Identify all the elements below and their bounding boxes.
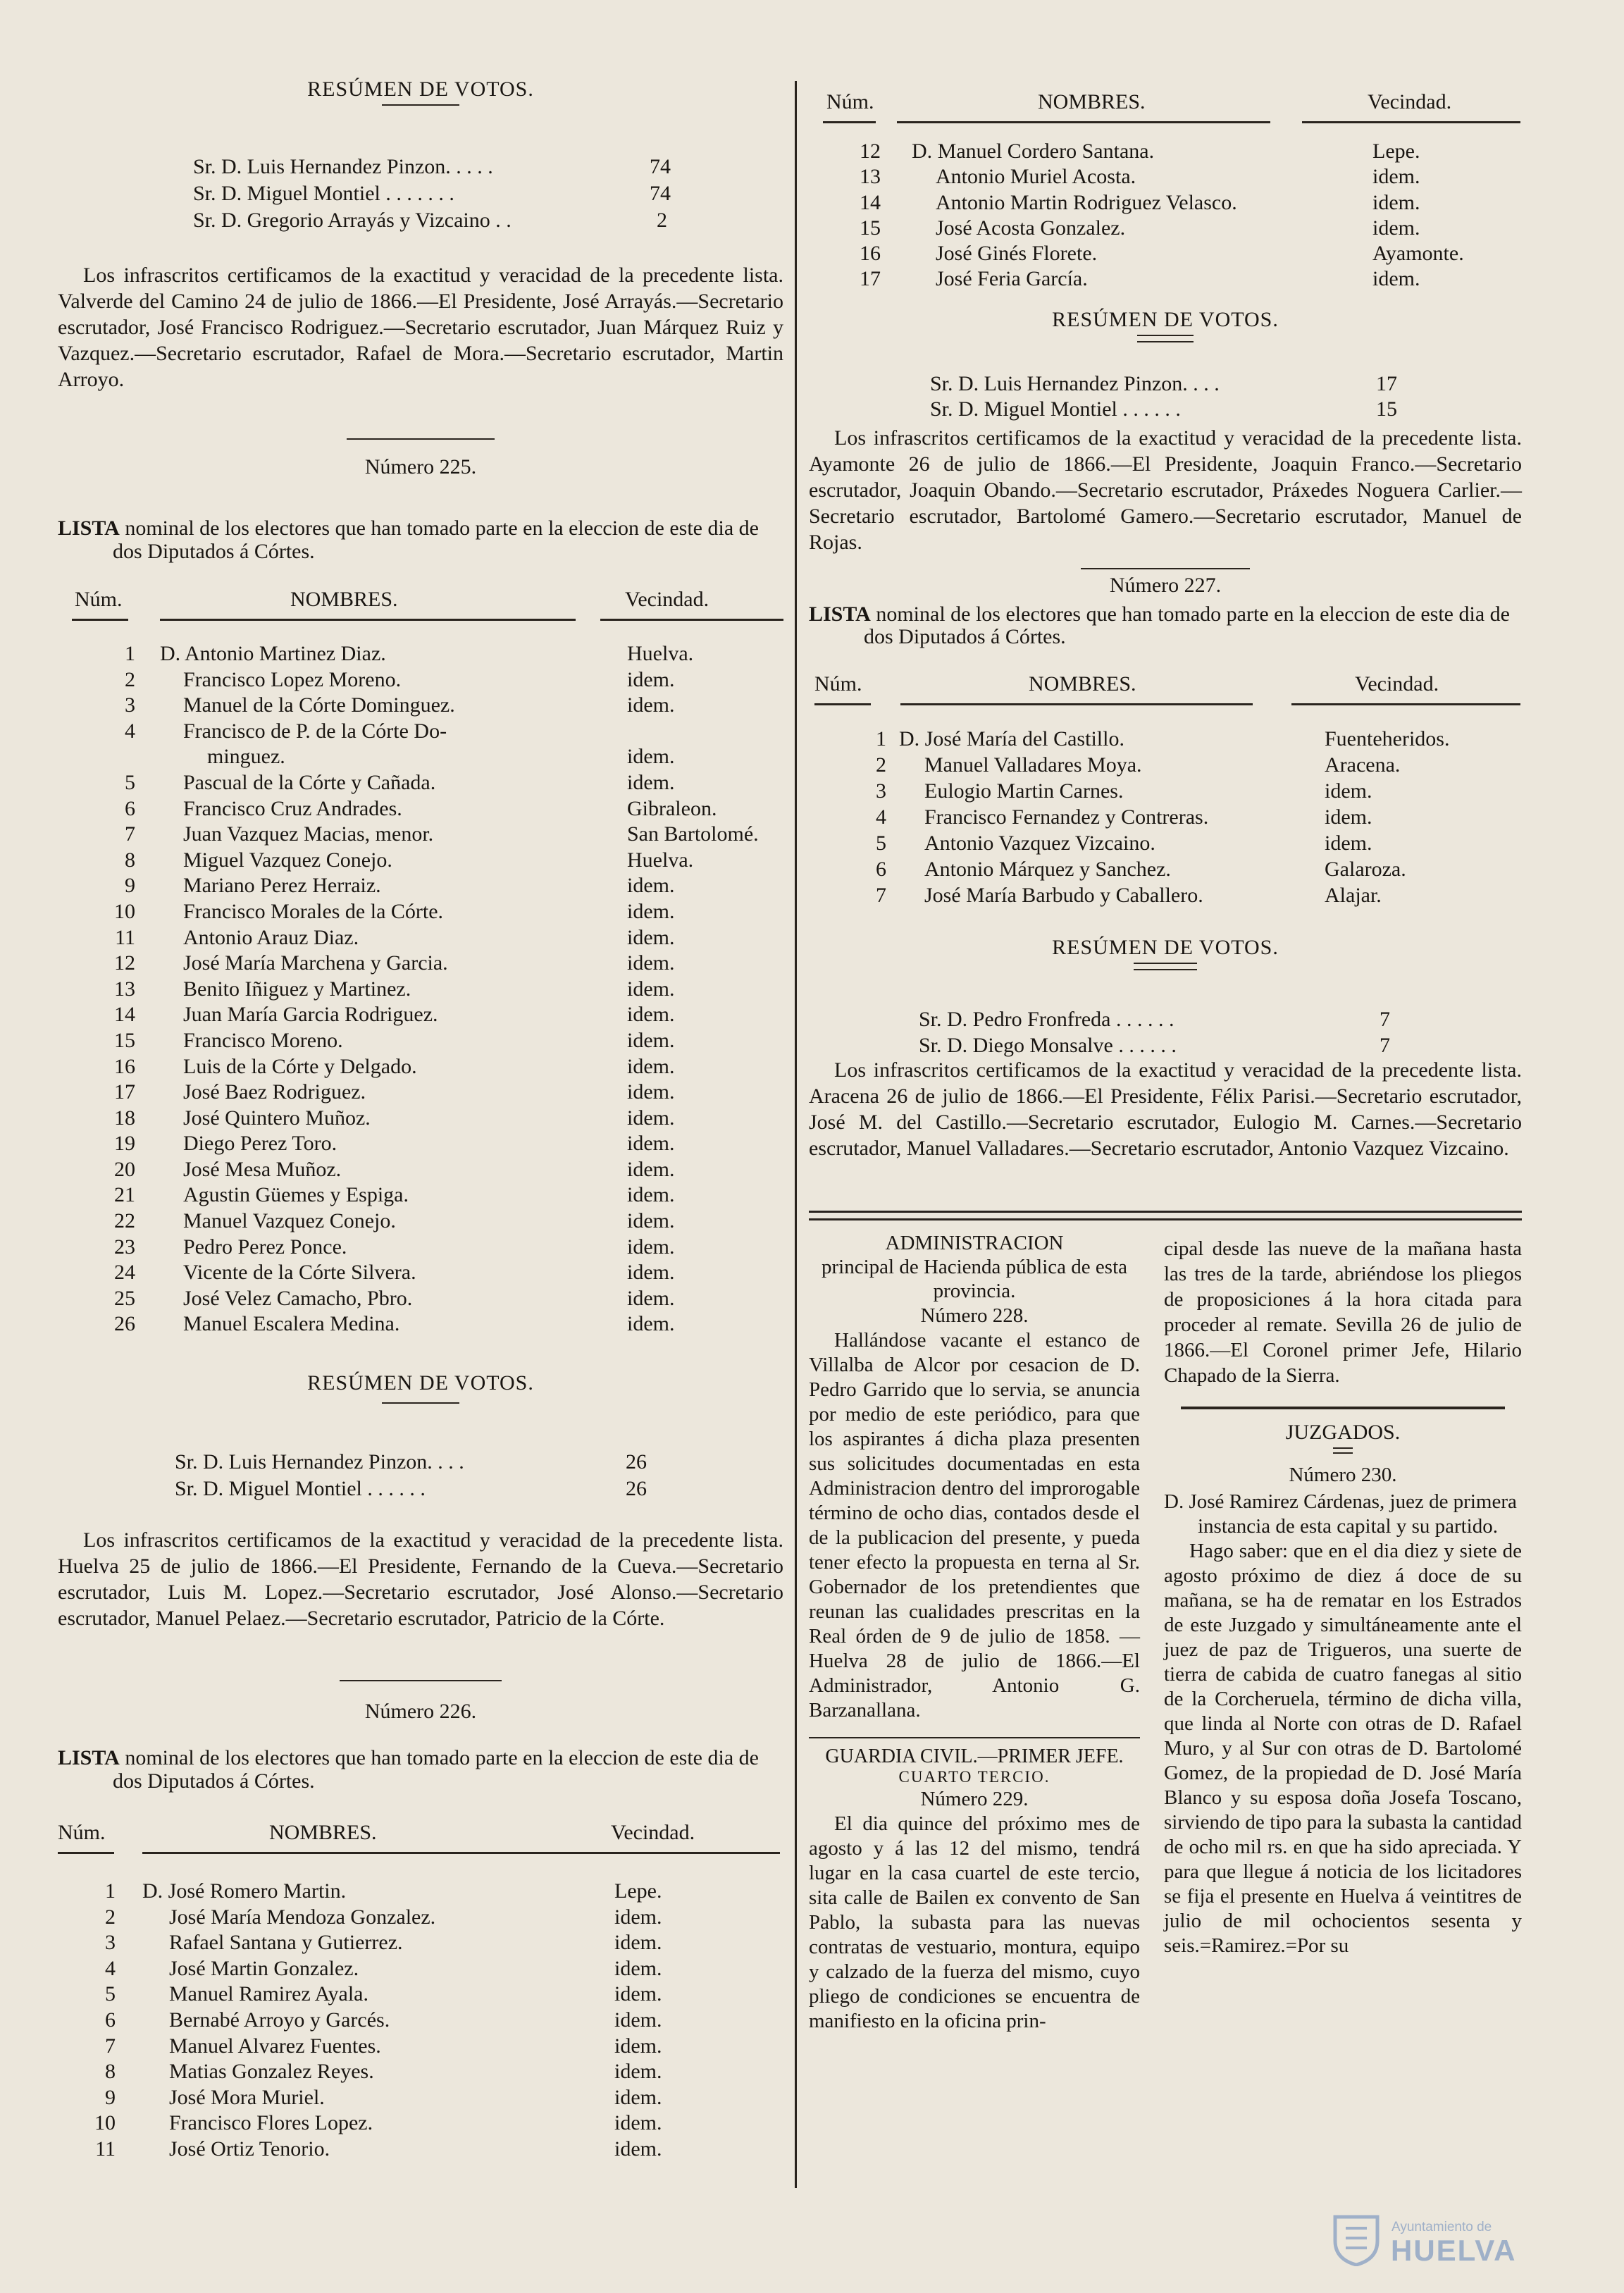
vecindad: idem. <box>627 693 675 717</box>
table-row <box>58 1982 783 2008</box>
certification-a: Los infrascritos certificamos de la exactitud y veracidad de la precedente lista. Valverde del Camino 24 de julio de 1866.—El Presidente, José Arrayás.—Secretario escrutador, José Francisco Rodriguez.—Secretario escrutador, Juan Márquez Ruiz y Vazquez.—Secretario escrutador, Rafael de Mora.—Secretario escrutador, Martin Arroyo. <box>58 264 783 391</box>
table-225 <box>58 641 783 1337</box>
row-number: 10 <box>114 899 135 923</box>
elector-name: Benito Iñiguez y Martinez. <box>183 977 411 1001</box>
elector-name: Manuel de la Córte Dominguez. <box>183 693 455 717</box>
elector-name: Manuel Escalera Medina. <box>183 1312 400 1336</box>
elector-name: Francisco Flores Lopez. <box>169 2111 373 2135</box>
elector-name: Manuel Alvarez Fuentes. <box>169 2034 381 2058</box>
row-number: 16 <box>860 242 881 266</box>
row-number: 14 <box>860 190 881 214</box>
row-number: 3 <box>105 1931 116 1955</box>
table-row <box>58 1311 783 1337</box>
vecindad: idem. <box>1372 216 1420 240</box>
row-number: 1 <box>876 727 886 750</box>
vecindad: Galaroza. <box>1325 858 1406 881</box>
entry-226-heading: Número 226. <box>58 1677 783 1724</box>
table-227 <box>809 726 1522 908</box>
votes-list-b <box>58 1449 783 1502</box>
vecindad: idem. <box>1325 805 1372 829</box>
elector-name: D. Antonio Martinez Diaz. <box>160 642 386 665</box>
table-row <box>809 139 1522 164</box>
elector-name: D. José María del Castillo. <box>899 727 1124 750</box>
votes-list-a <box>58 154 783 234</box>
table-row <box>809 882 1522 908</box>
row-number: 7 <box>125 822 135 846</box>
row-number: 15 <box>114 1028 135 1052</box>
row-number: 8 <box>125 848 135 872</box>
entry-227-heading: Número 227. <box>809 565 1522 598</box>
vecindad: idem. <box>614 2111 662 2135</box>
row-number: 1 <box>105 1879 116 1903</box>
row-number: 9 <box>105 2085 116 2109</box>
vecindad: idem. <box>627 1312 675 1336</box>
table-row <box>58 873 783 899</box>
elector-name: Francisco Moreno. <box>183 1028 343 1052</box>
vecindad: idem. <box>614 1931 662 1955</box>
votes-list-d <box>809 1006 1522 1058</box>
row-number: 6 <box>125 796 135 820</box>
entry-225-heading: Número 225. <box>58 435 783 479</box>
vecindad: idem. <box>627 1003 675 1027</box>
elector-name: José Martin Gonzalez. <box>169 1956 359 1980</box>
elector-name: José María Barbudo y Caballero. <box>924 884 1203 907</box>
elector-name: José Baez Rodriguez. <box>183 1080 366 1104</box>
row-number: 25 <box>114 1286 135 1310</box>
elector-name: Antonio Muriel Acosta. <box>936 165 1136 189</box>
row-number: 24 <box>114 1261 135 1285</box>
row-number: 13 <box>114 977 135 1001</box>
table-row <box>809 190 1522 216</box>
vote-line: Sr. D. Miguel Montiel . . . . . . 26 <box>175 1477 647 1500</box>
table-row <box>58 1286 783 1312</box>
table-row <box>58 1002 783 1028</box>
vecindad: San Bartolomé. <box>627 822 759 846</box>
table-row <box>58 822 783 848</box>
table-row <box>58 796 783 822</box>
row-number: 2 <box>105 1905 116 1929</box>
row-number: 17 <box>860 267 881 291</box>
vecindad: idem. <box>1325 832 1372 855</box>
vecindad: idem. <box>627 1054 675 1078</box>
elector-name: Francisco Lopez Moreno. <box>183 667 402 691</box>
vote-line: Sr. D. Luis Hernandez Pinzon. . . . . 74 <box>193 155 671 178</box>
elector-name: Manuel Ramirez Ayala. <box>169 1982 368 2006</box>
vecindad: idem. <box>614 1982 662 2006</box>
resumen-heading-b: RESÚMEN DE VOTOS. <box>58 1371 783 1404</box>
table-row <box>809 266 1522 292</box>
table-row <box>58 1131 783 1157</box>
vote-line: Sr. D. Gregorio Arrayás y Vizcaino . . 2 <box>193 209 667 232</box>
table-row <box>58 1028 783 1054</box>
table-row <box>58 951 783 977</box>
table-row <box>58 641 783 667</box>
elector-name: José Quintero Muñoz. <box>183 1106 371 1130</box>
elector-name: D. José Romero Martin. <box>142 1879 347 1903</box>
row-number: 2 <box>876 753 886 777</box>
table-row <box>809 752 1522 778</box>
vecindad: idem. <box>627 667 675 691</box>
elector-name: Eulogio Martin Carnes. <box>924 779 1124 803</box>
vecindad: idem. <box>627 770 675 794</box>
row-number: 20 <box>114 1157 135 1181</box>
row-number: 4 <box>105 1956 116 1980</box>
table-header-227: Núm. NOMBRES. Vecindad. <box>809 667 1522 707</box>
table-row <box>58 744 783 770</box>
row-number: 12 <box>114 951 135 975</box>
row-number: 16 <box>114 1054 135 1078</box>
elector-name: Agustin Güemes y Espiga. <box>183 1183 409 1207</box>
vecindad: Lepe. <box>614 1879 662 1903</box>
table-row <box>58 2008 783 2034</box>
table-row <box>58 1182 783 1209</box>
elector-name: Juan María Garcia Rodriguez. <box>183 1003 438 1027</box>
elector-name: Manuel Vazquez Conejo. <box>183 1209 396 1233</box>
vecindad: idem. <box>627 1183 675 1207</box>
vecindad: idem. <box>627 1261 675 1285</box>
table-row <box>58 2110 783 2137</box>
table-row <box>58 2137 783 2163</box>
vecindad: idem. <box>627 951 675 975</box>
row-number: 5 <box>125 770 135 794</box>
table-row <box>58 925 783 951</box>
vecindad: idem. <box>614 2085 662 2109</box>
elector-name: José María Marchena y Garcia. <box>183 951 448 975</box>
votes-list-c <box>809 371 1522 422</box>
elector-name: Mariano Perez Herraiz. <box>183 874 381 898</box>
vecindad: idem. <box>614 2008 662 2032</box>
elector-name: Antonio Arauz Diaz. <box>183 925 359 949</box>
vote-line: Sr. D. Miguel Montiel . . . . . . 15 <box>930 397 1397 421</box>
vecindad: idem. <box>627 1157 675 1181</box>
elector-name: minguez. <box>207 745 285 769</box>
table-row <box>58 693 783 719</box>
row-number: 14 <box>114 1003 135 1027</box>
table-row <box>58 1930 783 1956</box>
vecindad: idem. <box>614 2137 662 2161</box>
row-number: 13 <box>860 165 881 189</box>
vecindad: idem. <box>614 2034 662 2058</box>
vecindad: Huelva. <box>627 642 694 665</box>
elector-name: José María Mendoza Gonzalez. <box>169 1905 436 1929</box>
vecindad: idem. <box>627 1286 675 1310</box>
row-number: 17 <box>114 1080 135 1104</box>
row-number: 8 <box>105 2060 116 2084</box>
vecindad: idem. <box>614 1956 662 1980</box>
row-number: 3 <box>125 693 135 717</box>
elector-name: Francisco Cruz Andrades. <box>183 796 402 820</box>
elector-name: José Velez Camacho, Pbro. <box>183 1286 413 1310</box>
vecindad: idem. <box>1372 165 1420 189</box>
elector-name: Juan Vazquez Macias, menor. <box>183 822 434 846</box>
table-row <box>58 848 783 874</box>
row-number: 1 <box>125 642 135 665</box>
resumen-heading-a: RESÚMEN DE VOTOS. <box>58 78 783 106</box>
row-number: 18 <box>114 1106 135 1130</box>
table-row <box>58 1235 783 1261</box>
resumen-heading-c: RESÚMEN DE VOTOS. <box>809 308 1522 342</box>
lista-227-intro: LISTA nominal de los electores que han tomado parte en la eleccion de este dia de dos Diputados á Córtes. <box>809 602 1510 648</box>
table-226-cont <box>809 139 1522 292</box>
vote-line: Sr. D. Luis Hernandez Pinzon. . . . 26 <box>175 1450 647 1473</box>
elector-name: Antonio Márquez y Sanchez. <box>924 858 1171 881</box>
table-row <box>809 164 1522 190</box>
vote-line: Sr. D. Luis Hernandez Pinzon. . . . 17 <box>930 372 1397 395</box>
vote-line: Sr. D. Pedro Fronfreda . . . . . . 7 <box>919 1008 1390 1031</box>
certification-c: Los infrascritos certificamos de la exactitud y veracidad de la precedente lista. Ayamonte 26 de julio de 1866.—El Presidente, Joaquin Franco.—Secretario escrutador, Joaquin Obando.—Secretario escrutador, Práxedes Noguera Carlier.—Secretario escrutador, Bartolomé Gamero.—Secretario escrutador, Manuel de Rojas. <box>809 426 1522 554</box>
elector-name: José Acosta Gonzalez. <box>936 216 1126 240</box>
vecindad: idem. <box>627 1106 675 1130</box>
elector-name: José Mora Muriel. <box>169 2085 325 2109</box>
row-number: 4 <box>876 805 886 829</box>
vecindad: Gibraleon. <box>627 796 717 820</box>
table-226 <box>58 1879 783 2163</box>
table-row <box>58 667 783 693</box>
vecindad: idem. <box>627 925 675 949</box>
row-number: 6 <box>105 2008 116 2032</box>
guardia-continuation: cipal desde las nueve de la mañana hasta las tres de la tarde, abriéndose los pliegos de proposiciones á la hora citada para proceder al remate. Sevilla 26 de julio de 1866.—El Coronel primer Jefe, Hilario Chapado de la Sierra. JUZGADOS. Número 230. D. José Ramirez Cárdenas, juez de primera instancia de esta capital y su partido. Hago saber: que en el dia diez y siete de agosto próximo de diez á doce de su mañana, se ha de rematar en los Estrados de este Juzgado y simultáneamente ante el juez de paz de Trigueros, una suerte de tierra de cabida de cuatro fanegas al sitio de la Corcheruela, término de dicha villa, que linda al Norte con otras de D. Rafael Muro, y al Sur con otras de D. Bartolomé Gomez, de la propiedad de D. José María Blanco y su esposa doña Josefa Toscano, sirviendo de tipo para la subasta la cantidad de ocho mil rs. en que ha sido apreciada. Y para que llegue á noticia de los licitadores se fija el presente en Huelva á veintitres de julio de mil ochocientos sesenta y seis.=Ramirez.=Por su <box>1164 1237 1522 1957</box>
vote-line: Sr. D. Diego Monsalve . . . . . . 7 <box>919 1034 1390 1057</box>
table-row <box>58 719 783 745</box>
row-number: 7 <box>105 2034 116 2058</box>
vecindad: idem. <box>627 1132 675 1156</box>
row-number: 5 <box>876 832 886 855</box>
elector-name: José Mesa Muñoz. <box>183 1157 342 1181</box>
vecindad: idem. <box>627 1028 675 1052</box>
vecindad: Alajar. <box>1325 884 1382 907</box>
vecindad: idem. <box>1325 779 1372 803</box>
vecindad: Huelva. <box>627 848 694 872</box>
vecindad: idem. <box>1372 190 1420 214</box>
lista-226-intro: LISTA nominal de los electores que han tomado parte en la eleccion de este dia de dos Diputados á Córtes. <box>58 1746 759 1793</box>
elector-name: Pascual de la Córte y Cañada. <box>183 770 436 794</box>
vecindad: Lepe. <box>1372 140 1420 163</box>
column-divider <box>795 81 797 2188</box>
vote-line: Sr. D. Miguel Montiel . . . . . . . 74 <box>193 182 671 205</box>
elector-name: Antonio Vazquez Vizcaino. <box>924 832 1155 855</box>
elector-name: José Ortiz Tenorio. <box>169 2137 330 2161</box>
row-number: 9 <box>125 874 135 898</box>
table-row <box>58 1209 783 1235</box>
row-number: 23 <box>114 1235 135 1259</box>
table-row <box>809 830 1522 856</box>
vecindad: idem. <box>614 1905 662 1929</box>
vecindad: idem. <box>627 977 675 1001</box>
table-header-226-cont: Núm. NOMBRES. Vecindad. <box>809 85 1522 125</box>
elector-name: D. Manuel Cordero Santana. <box>912 140 1155 163</box>
table-row <box>809 241 1522 266</box>
row-number: 7 <box>876 884 886 907</box>
row-number: 2 <box>125 667 135 691</box>
vecindad: Aracena. <box>1325 753 1401 777</box>
elector-name: Bernabé Arroyo y Garcés. <box>169 2008 390 2032</box>
elector-name: Vicente de la Córte Silvera. <box>183 1261 416 1285</box>
administracion-notice: ADMINISTRACION principal de Hacienda pública de esta provincia. Número 228. Hallándose vacante el estanco de Villalba de Alcor por cesacion de D. Pedro Garrido que lo servia, se anuncia por medio de este periódico, para que los aspirantes á dicha plaza presenten sus solicitudes documentadas en esta Administracion dentro del improrogable término de ocho dias, contados desde el de la publicacion del presente, y pueda tener efecto la propuesta en terna al Sr. Gobernador de los pretendientes que reunan las cualidades prescritas en la Real órden de 9 de julio de 1858. —Huelva 28 de julio de 1866.—El Administrador, Antonio G. Barzanallana. GUARDIA CIVIL.—PRIMER JEFE. CUARTO TERCIO. Número 229. El dia quince del próximo mes de agosto y á las 12 del mismo, tendrá lugar en la casa cuartel de este tercio, sita calle de Bailen ex convento de San Pablo, la subasta para las nuevas contratas de vestuario, montura, equipo y calzado de la fuerza del mismo, cuyo pliego de condiciones se encuentra de manifiesto en la oficina prin- <box>809 1232 1140 2032</box>
table-row <box>58 2085 783 2111</box>
certification-b: Los infrascritos certificamos de la exactitud y veracidad de la precedente lista. Huelva 25 de julio de 1866.—El Presidente, Fernando de la Cueva.—Secretario escrutador, Luis M. Lopez.—Secretario escrutador, José Alonso.—Secretario escrutador, Manuel Pelaez.—Secretario escrutador, Patricio de la Córte. <box>58 1528 783 1630</box>
row-number: 21 <box>114 1183 135 1207</box>
table-row <box>809 778 1522 804</box>
row-number: 22 <box>114 1209 135 1233</box>
row-number: 19 <box>114 1132 135 1156</box>
table-row <box>58 2034 783 2060</box>
row-number: 11 <box>115 925 135 949</box>
table-row <box>58 770 783 796</box>
section-divider <box>809 1211 1522 1220</box>
certification-d: Los infrascritos certificamos de la exactitud y veracidad de la precedente lista. Aracena 26 de julio de 1866.—El Presidente, Félix Parisi.—Secretario escrutador, José M. del Castillo.—Secretario escrutador, Eulogio M. Carnes.—Secretario escrutador, Manuel Valladares.—Secretario escrutador, Antonio Vazquez Vizcaino. <box>809 1058 1522 1160</box>
elector-name: Matias Gonzalez Reyes. <box>169 2060 374 2084</box>
table-row <box>58 1054 783 1080</box>
row-number: 10 <box>94 2111 116 2135</box>
table-row <box>58 1080 783 1106</box>
vecindad: Fuenteheridos. <box>1325 727 1450 750</box>
elector-name: José Ginés Florete. <box>936 242 1098 266</box>
coat-of-arms-icon <box>1332 2213 1381 2266</box>
row-number: 15 <box>860 216 881 240</box>
vecindad: idem. <box>627 899 675 923</box>
elector-name: Rafael Santana y Gutierrez. <box>169 1931 403 1955</box>
elector-name: Manuel Valladares Moya. <box>924 753 1142 777</box>
table-row <box>58 977 783 1003</box>
table-row <box>58 1260 783 1286</box>
row-number: 12 <box>860 140 881 163</box>
table-row <box>809 804 1522 830</box>
elector-name: Luis de la Córte y Delgado. <box>183 1054 417 1078</box>
vecindad: idem. <box>627 1080 675 1104</box>
row-number: 3 <box>876 779 886 803</box>
vecindad: Ayamonte. <box>1372 242 1464 266</box>
vecindad: idem. <box>627 745 675 769</box>
table-row <box>58 1879 783 1905</box>
table-row <box>58 1956 783 1982</box>
table-row <box>58 1157 783 1183</box>
vecindad: idem. <box>627 874 675 898</box>
table-row <box>809 726 1522 752</box>
table-row <box>58 899 783 925</box>
elector-name: Antonio Martin Rodriguez Velasco. <box>936 190 1237 214</box>
vecindad: idem. <box>627 1209 675 1233</box>
table-row <box>58 1905 783 1931</box>
row-number: 5 <box>105 1982 116 2006</box>
table-row <box>809 216 1522 241</box>
lista-225-intro: LISTA nominal de los electores que han tomado parte en la eleccion de este dia de dos Diputados á Córtes. <box>58 517 759 563</box>
row-number: 4 <box>125 719 135 743</box>
table-header-225: Núm. NOMBRES. Vecindad. <box>58 582 783 623</box>
table-row <box>58 1106 783 1132</box>
elector-name: Pedro Perez Ponce. <box>183 1235 347 1259</box>
archive-stamp: Ayuntamiento de HUELVA <box>1332 2213 1543 2269</box>
vecindad: idem. <box>614 2060 662 2084</box>
vecindad: idem. <box>627 1235 675 1259</box>
elector-name: Francisco Fernandez y Contreras. <box>924 805 1209 829</box>
elector-name: Francisco de P. de la Córte Do- <box>183 719 447 743</box>
row-number: 6 <box>876 858 886 881</box>
row-number: 26 <box>114 1312 135 1336</box>
elector-name: Diego Perez Toro. <box>183 1132 337 1156</box>
table-row <box>58 2059 783 2085</box>
elector-name: José Feria García. <box>936 267 1088 291</box>
table-row <box>809 856 1522 882</box>
elector-name: Miguel Vazquez Conejo. <box>183 848 392 872</box>
elector-name: Francisco Morales de la Córte. <box>183 899 444 923</box>
table-header-226: Núm. NOMBRES. Vecindad. <box>58 1815 783 1856</box>
vecindad: idem. <box>1372 267 1420 291</box>
row-number: 11 <box>95 2137 116 2161</box>
resumen-heading-d: RESÚMEN DE VOTOS. <box>809 936 1522 970</box>
